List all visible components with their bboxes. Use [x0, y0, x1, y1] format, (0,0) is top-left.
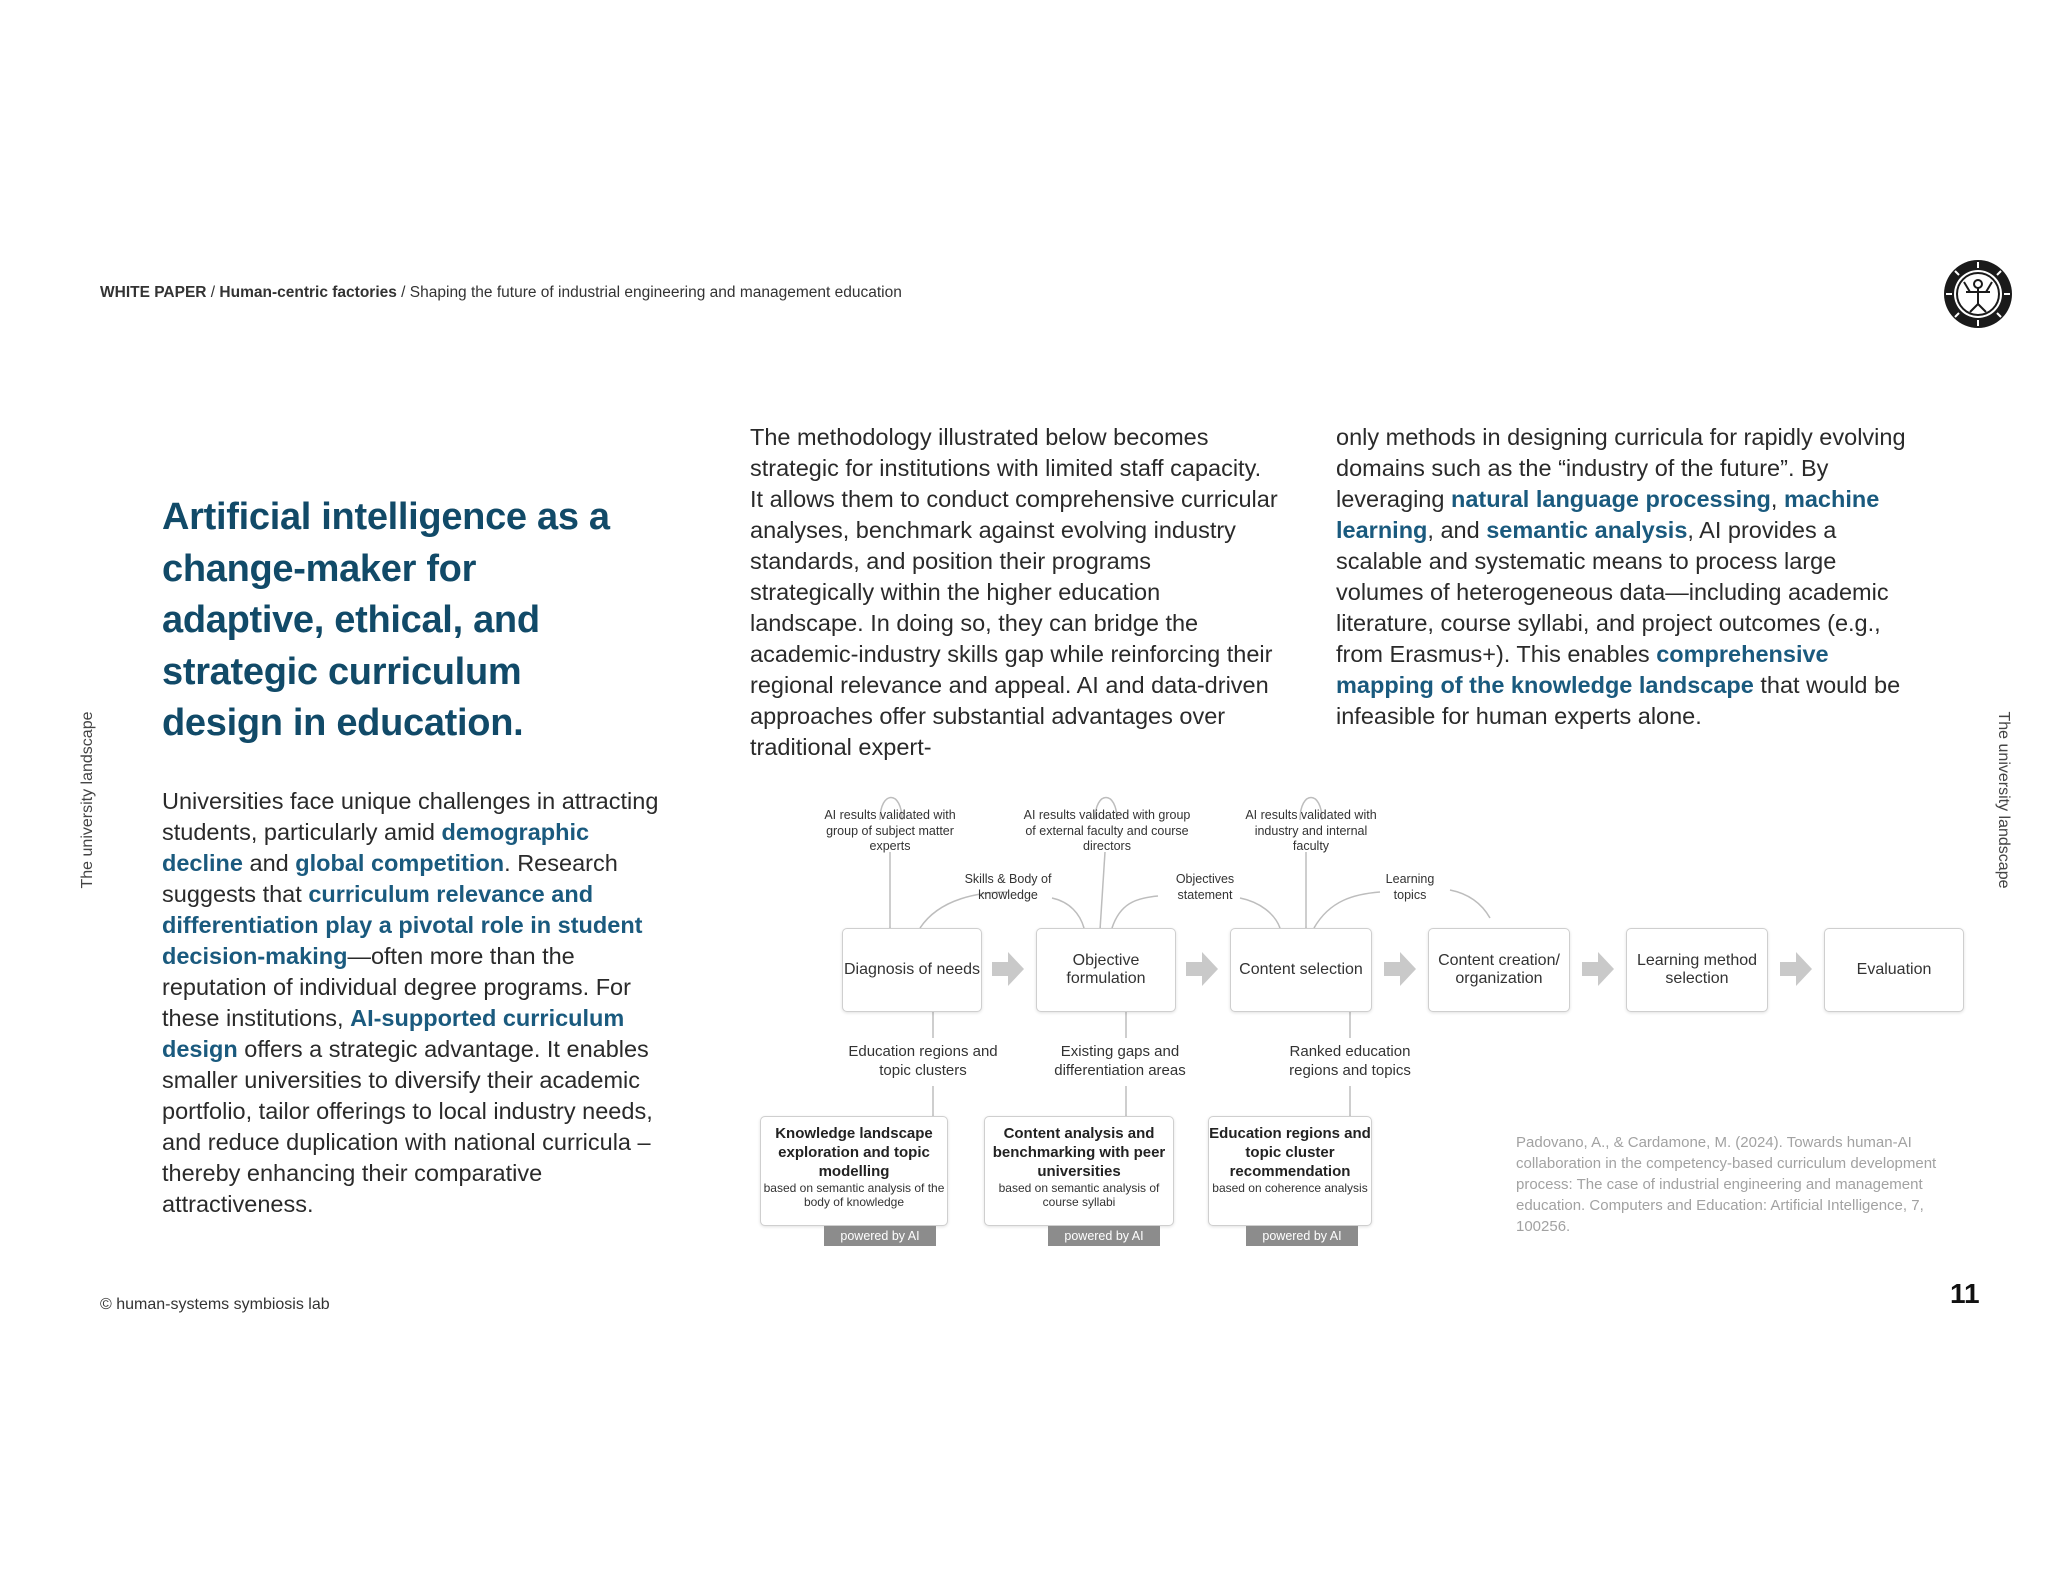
ai-box-subtitle: based on semantic analysis of the body of knowledge: [763, 1181, 945, 1209]
col3-highlight: comprehensive mapping of the knowledge landscape: [1336, 641, 1829, 698]
methodology-paragraph: The methodology illustrated below becomes strategic for institutions with limited staff capacity. It allows them to conduct comprehensive curricular analyses, benchmark against evolving industry standards, and position their programs strategically within the higher education landscape. In doing so, they can bridge the academic-industry skills gap while reinforcing their regional relevance and appeal. AI and data-driven approaches offer substantial advantages over traditional expert-: [750, 424, 1278, 760]
col3-text: ,: [1770, 486, 1784, 512]
header-part3: Shaping the future of industrial engineering and management education: [409, 284, 902, 301]
footer: [100, 1296, 330, 1314]
intro-highlight: global competition: [295, 850, 505, 876]
copyright-icon: ©: [100, 1296, 112, 1313]
flow-label-learning: Learning topics: [1385, 872, 1435, 902]
section-title: Artificial intelligence as a change-maker for adaptive, ethical, and strategic curriculum design in education.: [162, 496, 610, 744]
footer-text: human-systems symbiosis lab: [116, 1296, 330, 1313]
col3-highlight: semantic analysis: [1486, 517, 1688, 543]
side-label-right: The university landscape: [1995, 711, 2012, 889]
flow-label-objectives: Objectives statement: [1175, 872, 1235, 902]
running-header: [100, 284, 902, 302]
intro-highlight: curriculum relevance and differentiation play a pivotal role in student decision-making: [162, 881, 643, 969]
step-objective-formulation: Objective formulation: [1036, 928, 1176, 1012]
validation-line-2: [1100, 852, 1105, 930]
col3-text: only methods in designing curricula for rapidly evolving domains such as the “industry of the future”. By leveraging: [1336, 424, 1906, 512]
intro-text: Universities face unique challenges in attracting students, particularly amid: [162, 788, 659, 845]
intro-text: and: [242, 850, 296, 876]
validation-label-2: AI results validated with group of external faculty and course directors: [1023, 808, 1191, 853]
col3-highlight: natural language processing: [1450, 486, 1771, 512]
ai-box-education-regions: [1208, 1116, 1372, 1226]
side-label-left: The university landscape: [79, 711, 96, 889]
col3-text: , and: [1427, 517, 1487, 543]
output-label-1: Education regions and topic clusters: [848, 1043, 998, 1079]
step-content-selection: Content selection: [1230, 928, 1372, 1012]
ai-box-subtitle: based on coherence analysis: [1212, 1181, 1368, 1195]
page-number: 11: [1950, 1278, 1980, 1309]
arrow-right-icon: [1582, 952, 1614, 986]
arrow-right-icon: [1186, 952, 1218, 986]
powered-by-ai-badge: powered by AI: [1246, 1226, 1358, 1246]
ai-box-knowledge-landscape: [760, 1116, 948, 1226]
intro-highlight: AI-supported curriculum design: [162, 1005, 625, 1062]
intro-paragraph: [162, 786, 672, 1220]
intro-text: . Research suggests that: [162, 850, 618, 907]
header-part2: Human-centric factories: [219, 284, 397, 301]
step-learning-method: Learning method selection: [1626, 928, 1768, 1012]
flow-arc-3b: [1450, 890, 1490, 918]
col3-highlight: machine learning: [1336, 486, 1880, 543]
intro-text: —often more than the reputation of individual degree programs. For these institutions,: [162, 943, 631, 1031]
lab-seal-logo-icon: [1942, 258, 2014, 330]
ai-box-title: Content analysis and benchmarking with peer universities: [992, 1125, 1166, 1180]
arrow-right-icon: [1384, 952, 1416, 986]
powered-by-ai-badge: powered by AI: [1048, 1226, 1160, 1246]
col3-text: , AI provides a scalable and systematic means to process large volumes of heterogeneous data—including academic literature, course syllabi, and project outcomes (e.g., from Erasmus+). This enables: [1336, 517, 1889, 667]
intro-text: offers a strategic advantage. It enables smaller universities to diversify their academic portfolio, tailor offerings to local industry needs, and reduce duplication with national curricula – thereby enhancing their comparative attractiveness.: [162, 1036, 653, 1217]
validation-label-1: AI results validated with group of subject matter experts: [824, 808, 956, 853]
ai-box-content-analysis: [984, 1116, 1174, 1226]
header-separator: /: [206, 284, 220, 301]
step-diagnosis-of-needs: Diagnosis of needs: [842, 928, 982, 1012]
intro-highlight: demographic decline: [162, 819, 590, 876]
flow-label-skills: Skills & Body of knowledge: [964, 872, 1052, 902]
figure-citation: Padovano, A., & Cardamone, M. (2024). Towards human-AI collaboration in the competency-based curriculum development process: The case of industrial engineering and management education. Computers and Education: Artificial Intelligence, 7, 100256.: [1516, 1134, 1937, 1235]
header-separator: /: [396, 284, 410, 301]
output-label-2: Existing gaps and differentiation areas: [1054, 1043, 1186, 1079]
flow-arc-2a: [1112, 896, 1158, 928]
step-evaluation: Evaluation: [1824, 928, 1964, 1012]
ai-methods-paragraph: [1336, 422, 1906, 732]
ai-box-title: Education regions and topic cluster recommendation: [1209, 1125, 1371, 1180]
output-label-3: Ranked education regions and topics: [1289, 1043, 1411, 1079]
arrow-right-icon: [1780, 952, 1812, 986]
step-content-creation: Content creation/ organization: [1428, 928, 1570, 1012]
validation-label-3: AI results validated with industry and internal faculty: [1245, 808, 1377, 853]
ai-box-title: Knowledge landscape exploration and topic modelling: [775, 1125, 933, 1180]
ai-box-subtitle: based on semantic analysis of course syllabi: [998, 1181, 1160, 1209]
arrow-right-icon: [992, 952, 1024, 986]
powered-by-ai-badge: powered by AI: [824, 1226, 936, 1246]
header-part1: WHITE PAPER: [100, 284, 207, 301]
col3-text: that would be infeasible for human experts alone.: [1336, 672, 1901, 729]
